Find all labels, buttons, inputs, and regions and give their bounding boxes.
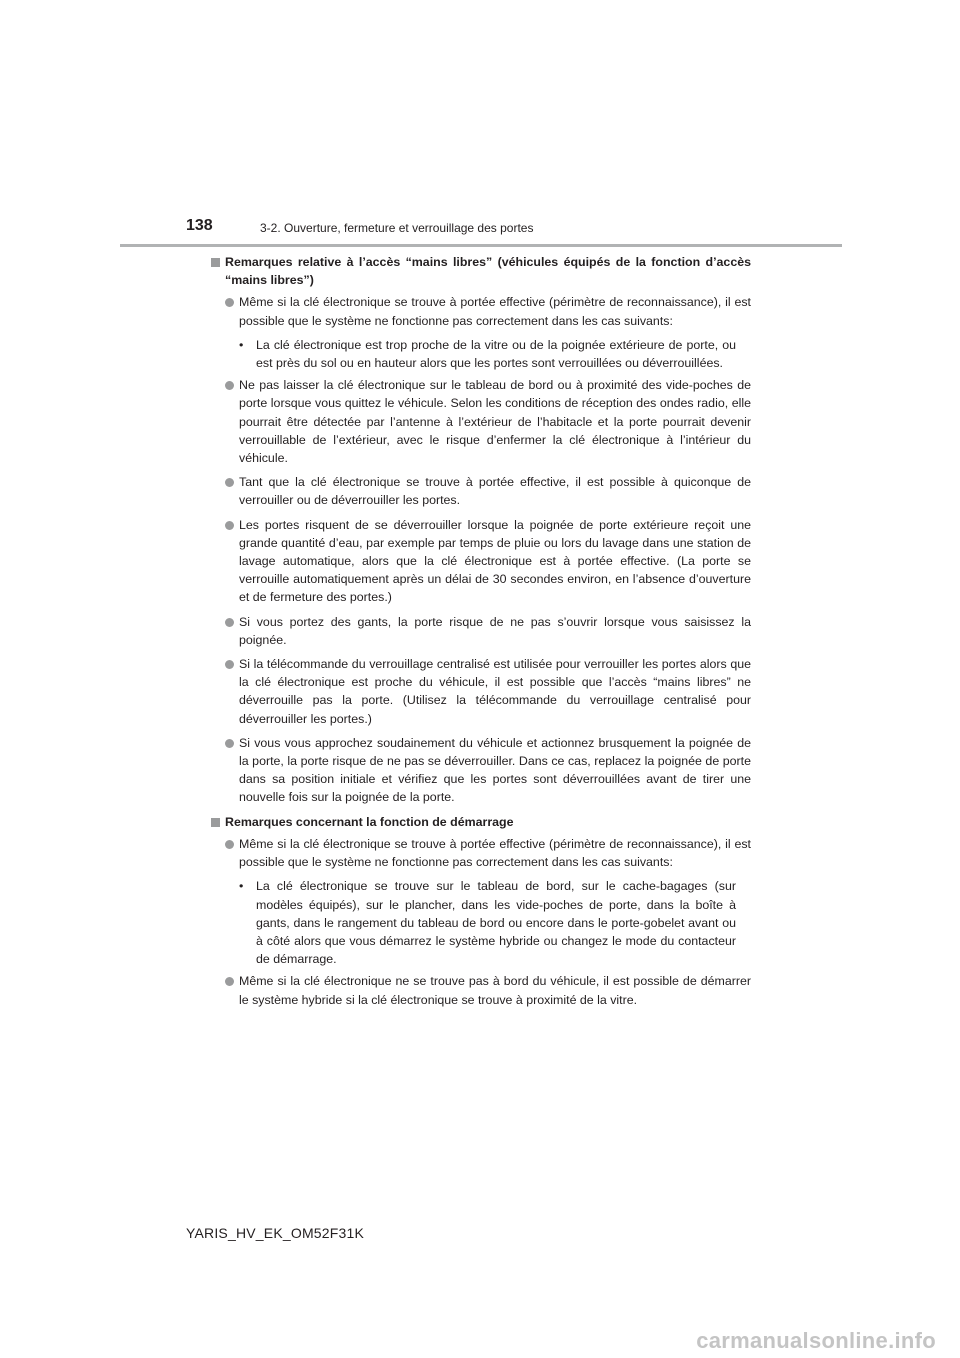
bullet-text: Si la télécommande du verrouillage centralisé est utilisée pour verrouiller les portes alors que la clé électronique est proche du véhicule, il est possible que l’accès “mains libres” ne déverrouille pas la porte. (Utilisez la télécommande du verrouillage centralisé pour déverrouiller les portes.) [239, 657, 751, 726]
bullet-text: Même si la clé électronique ne se trouve pas à bord du véhicule, il est possible de démarrer le système hybride si la clé électronique se trouve à proximité de la vitre. [239, 974, 751, 1007]
bullet-text: Ne pas laisser la clé électronique sur le tableau de bord ou à proximité des vide-poches de porte lorsque vous quittez le véhicule. Selon les conditions de réception des ondes radio, elle pourrait être détectée par l’antenne à l’extérieur de l’habitacle et la porte pourrait devenir verrouillable de l’extérieur, avec le risque d’enfermer la clé électronique à l’intérieur du véhicule. [239, 378, 751, 466]
circle-bullet-icon [225, 840, 234, 849]
section-heading-text: Remarques relative à l’accès “mains libres” (véhicules équipés de la fonction d’accès “mains libres”) [225, 255, 751, 288]
small-bullet-icon: • [239, 879, 244, 894]
page-number: 138 [186, 217, 213, 234]
header-divider [120, 244, 842, 247]
circle-bullet-icon [225, 660, 234, 669]
bullet-item [225, 655, 751, 728]
bullet-text: Tant que la clé électronique se trouve à portée effective, il est possible à quiconque de verrouiller ou de déverrouiller les portes. [239, 475, 751, 508]
bullet-item [225, 734, 751, 807]
bullet-text: Si vous vous approchez soudainement du véhicule et actionnez brusquement la poignée de la porte, la porte risque de ne pas se déverrouiller. Dans ce cas, replacez la poignée de porte dans sa position initiale et vérifiez que les portes sont déverrouillées avant de tirer une nouvelle fois sur la poignée de la porte. [239, 735, 751, 805]
circle-bullet-icon [225, 478, 234, 487]
page-content [211, 253, 751, 1015]
bullet-item [225, 613, 751, 649]
document-code: YARIS_HV_EK_OM52F31K [186, 1225, 365, 1241]
circle-bullet-icon [225, 618, 234, 627]
sub-list-text: La clé électronique est trop proche de la vitre ou de la poignée extérieure de porte, ou est près du sol ou en hauteur alors que les portes sont verrouillées ou déverrouillées. [256, 337, 736, 371]
square-bullet-icon [211, 258, 220, 267]
circle-bullet-icon [225, 521, 234, 530]
watermark: carmanualsonline.info [696, 1328, 936, 1353]
bullet-item [225, 376, 751, 467]
section-heading [211, 253, 751, 289]
chapter-title: 3-2. Ouverture, fermeture et verrouillage des portes [260, 221, 534, 235]
bullet-text: Les portes risquent de se déverrouiller lorsque la poignée de porte extérieure reçoit une grande quantité d’eau, par exemple par temps de pluie ou lors du lavage dans une station de lavage automatique, alors que la clé électronique est à portée effective. (La porte se verrouille automatiquement après un délai de 30 secondes environ, en l’absence d’ouverture et de fermeture des portes.) [239, 517, 751, 605]
circle-bullet-icon [225, 381, 234, 390]
sub-list-item [239, 877, 736, 968]
bullet-item [225, 293, 751, 329]
bullet-text: Si vous portez des gants, la porte risque de ne pas s’ouvrir lorsque vous saisissez la poignée. [239, 614, 751, 647]
sub-list-text: La clé électronique se trouve sur le tableau de bord, sur le cache-bagages (sur modèles équipés), sur le plancher, dans les vide-poches de porte, dans la boîte à gants, dans le rangement du tableau de bord ou encore dans le porte-gobelet avant ou à côté alors que vous démarrez le système hybride ou changez le mode du contacteur de démarrage. [256, 879, 736, 967]
section-heading [211, 813, 751, 831]
section-heading-text: Remarques concernant la fonction de démarrage [225, 814, 514, 829]
square-bullet-icon [211, 818, 220, 827]
bullet-item [225, 516, 751, 607]
sub-list-item [239, 336, 736, 372]
small-bullet-icon: • [239, 337, 244, 352]
bullet-text: Même si la clé électronique se trouve à portée effective (périmètre de reconnaissance), il est possible que le système ne fonctionne pas correctement dans les cas suivants: [239, 836, 751, 870]
circle-bullet-icon [225, 977, 234, 986]
bullet-text: Même si la clé électronique se trouve à portée effective (périmètre de reconnaissance), il est possible que le système ne fonctionne pas correctement dans les cas suivants: [239, 295, 751, 328]
circle-bullet-icon [225, 298, 234, 307]
circle-bullet-icon [225, 739, 234, 748]
bullet-item [225, 972, 751, 1008]
bullet-item [225, 835, 751, 871]
bullet-item [225, 473, 751, 509]
